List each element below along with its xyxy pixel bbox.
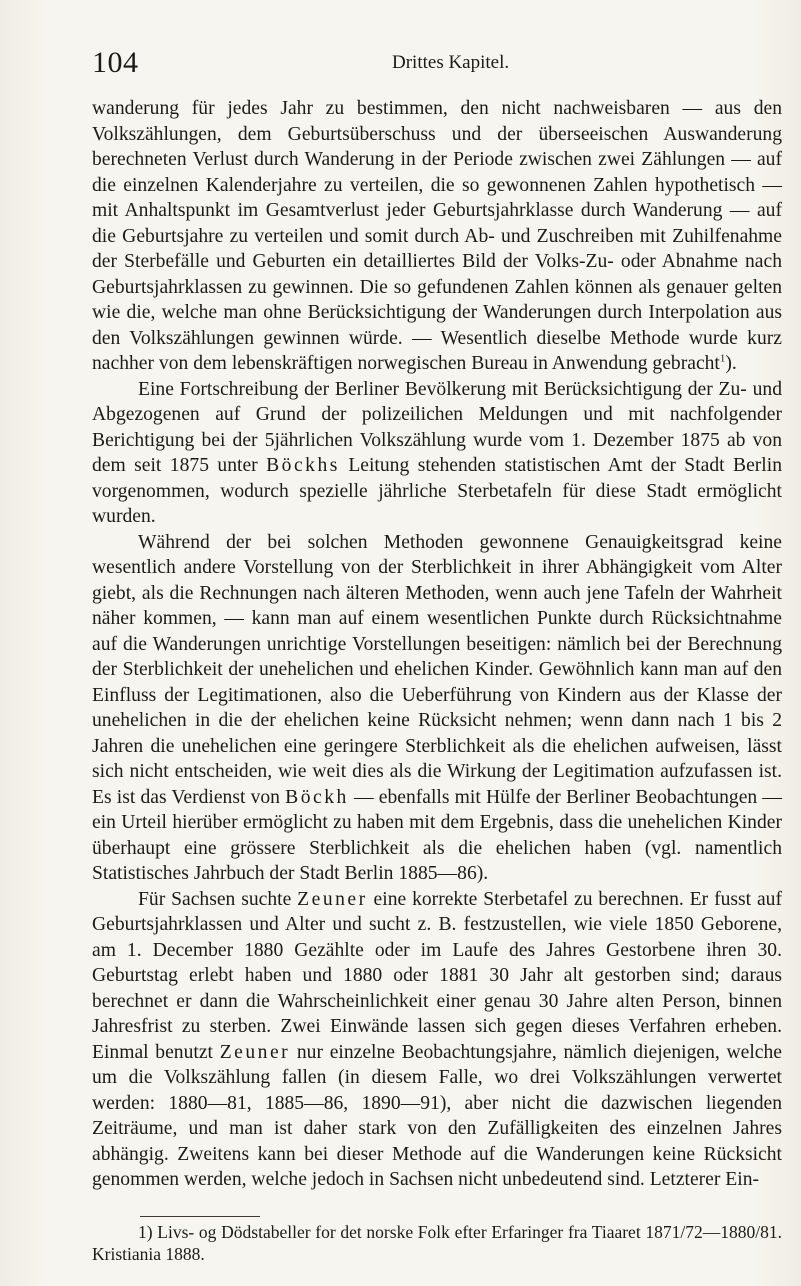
paragraph <box>92 96 782 377</box>
body-text <box>92 96 782 1193</box>
text-run: Eine Fortschreibung der Berliner Bevölkerung mit Berücksichtigung der Zu- und Abgezogenen auf Grund der polizeilichen Meldungen und mit nachfolgender Berichtigung bei der 5jährlichen Volkszählung wurde vom 1. Dezember 1875 ab von dem seit 1875 unter <box>92 378 782 476</box>
page-header <box>92 46 751 86</box>
footnote-text: Livs- og Dödstabeller for det norske Folk efter Erfaringer fra Tiaaret 1871/72—1880/81. Kristiania 1888. <box>92 1222 782 1264</box>
page-number: 104 <box>92 46 139 79</box>
author-name: Böckh <box>285 786 349 808</box>
author-name: Zeuner <box>219 1041 291 1063</box>
paragraph <box>92 887 782 1193</box>
author-name: Zeuner <box>297 888 368 910</box>
text-run: Während der bei solchen Methoden gewonnene Genauigkeitsgrad keine wesentlich andere Vorstellung von der Sterblichkeit in ihrer Abhängigkeit vom Alter giebt, als die Rechnungen nach älteren Methoden, wenn auch jene Tafeln der Wahrheit näher kommen, — kann man auf einem wesentlichen Punkte durch Rücksichtnahme auf die Wanderungen unrichtige Vorstellungen beseitigen: nämlich bei der Berechnung der Sterblichkeit der unehelichen und ehelichen Kinder. Gewöhnlich kann man auf den Einfluss der Legitimationen, also die Ueberführung von Kindern aus der Klasse der unehelichen in die der ehelichen keine Rücksicht nehmen; wenn dann nach 1 bis 2 Jahren die unehelichen eine geringere Sterblichkeit als die ehelichen aufweisen, lässt sich nicht entscheiden, wie weit dies als die Wirkung der Legitimation aufzufassen ist. Es ist das Verdienst von <box>92 531 782 808</box>
footnote-reference: 1 <box>719 352 726 365</box>
paragraph <box>92 377 782 530</box>
footnote-marker: 1) <box>138 1222 153 1242</box>
text-run: Leitung stehenden statistischen Amt der Stadt Berlin vorgenommen, wodurch spezielle jährliche Sterbetafeln für diese Stadt ermöglicht wurden. <box>92 455 782 527</box>
text-run: — ebenfalls mit Hülfe der Berliner Beobachtungen — ein Urteil hierüber ermöglicht zu haben mit dem Ergebnis, dass die unehelichen Kinder überhaupt eine grössere Sterblichkeit als die ehelichen haben (vgl. namentlich Statistisches Jahrbuch der Stadt Berlin 1885—86). <box>92 786 782 884</box>
text-run: nur einzelne Beobachtungsjahre, nämlich diejenigen, welche um die Volkszählung fallen (in diesem Falle, wo drei Volkszählungen verwertet werden: 1880—81, 1885—86, 1890—91), aber nicht die dazwischen liegenden Zeiträume, und man ist daher stark von den Zufälligkeiten des einzelnen Jahres abhängig. Zweitens kann bei dieser Methode auf die Wanderungen keine Rücksicht genommen werden, welche jedoch in Sachsen nicht unbedeutend sind. Letzterer Ein- <box>92 1041 782 1190</box>
text-run: ). <box>725 353 737 374</box>
footnote <box>92 1221 782 1265</box>
footnote-divider <box>140 1216 260 1217</box>
text-run: eine korrekte Sterbetafel zu berechnen. Er fusst auf Geburtsjahrklassen und Alter und sucht z. B. festzustellen, wie viele 1850 Geborene, am 1. December 1880 Gezählte oder im Laufe des Jahres Gestorbene ihren 30. Geburtstag erlebt haben und 1880 oder 1881 30 Jahr alt gestorben sind; daraus berechnet er dann die Wahrscheinlichkeit einer genau 30 Jahre alten Person, binnen Jahresfrist zu sterben. Zwei Einwände lassen sich gegen dieses Verfahren erheben. Einmal benutzt <box>92 888 782 1063</box>
author-name: Böckhs <box>266 455 340 476</box>
text-run: wanderung für jedes Jahr zu bestimmen, den nicht nachweisbaren — aus den Volkszählungen, dem Geburtsüberschuss und der überseeischen Auswanderung berechneten Verlust durch Wanderung in der Periode zwischen zwei Zählungen — auf die einzelnen Kalenderjahre zu verteilen, die so gewonnenen Zahlen hypothetisch — mit Anhaltspunkt im Gesamtverlust jeder Geburtsjahrklasse durch Wanderung — auf die Geburtsjahre zu verteilen und somit durch Ab- und Zuschreiben mit Zuhilfenahme der Sterbefälle und Geburten ein detailliertes Bild der Volks-Zu- oder Abnahme nach Geburtsjahrklassen zu gewinnen. Die so gefundenen Zahlen können als genauer gelten wie die, welche man ohne Berücksichtigung der Wanderungen durch Interpolation aus den Volkszählungen gewinnen würde. — Wesentlich dieselbe Methode wurde kurz nachher von dem lebenskräftigen norwegischen Bureau in Anwendung gebracht <box>92 98 782 374</box>
paragraph <box>92 530 782 887</box>
running-title: Drittes Kapitel. <box>392 52 510 73</box>
text-run: Für Sachsen suchte <box>138 888 298 910</box>
